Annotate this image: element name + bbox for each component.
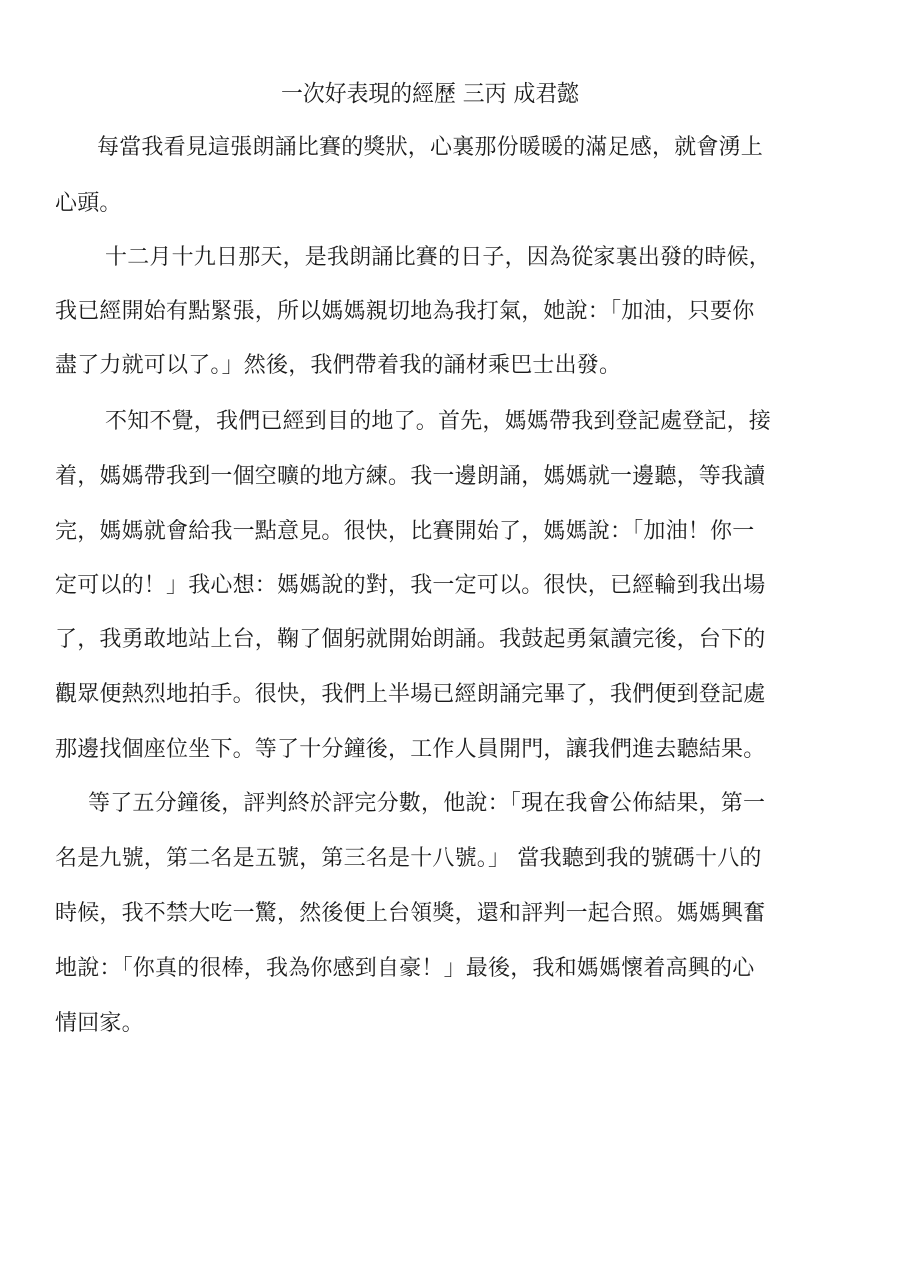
paragraph-3-line-3: 完，媽媽就會給我一點意見。很快，比賽開始了，媽媽說：「加油！你一 <box>55 519 755 544</box>
paragraph-4-line-5: 情回家。 <box>55 1011 144 1036</box>
paragraph-1-line-1: 每當我看見這張朗誦比賽的獎狀，心裏那份暖暖的滿足感，就會湧上 <box>97 135 764 160</box>
paragraph-4-line-3: 時候，我不禁大吃一驚，然後便上台領獎，還和評判一起合照。媽媽興奮 <box>55 901 766 926</box>
paragraph-3-line-1: 不知不覺，我們已經到目的地了。首先，媽媽帶我到登記處登記，接 <box>105 409 772 434</box>
paragraph-2-line-3: 盡了力就可以了。」然後，我們帶着我的誦材乘巴士出發。 <box>55 353 622 378</box>
paragraph-4-line-4: 地說：「你真的很棒，我為你感到自豪！」最後，我和媽媽懷着高興的心 <box>55 956 755 981</box>
paragraph-3-line-4: 定可以的！」我心想：媽媽說的對，我一定可以。很快，已經輪到我出場 <box>55 573 766 598</box>
paragraph-3-line-7: 那邊找個座位坐下。等了十分鐘後，工作人員開門，讓我們進去聽結果。 <box>55 737 766 762</box>
paragraph-3-line-2: 着，媽媽帶我到一個空曠的地方練。我一邊朗誦，媽媽就一邊聽，等我讀 <box>55 464 766 489</box>
paragraph-4-line-2: 名是九號，第二名是五號，第三名是十八號。」 當我聽到我的號碼十八的 <box>55 846 762 871</box>
paragraph-4-line-1: 等了五分鐘後，評判終於評完分數，他說：「現在我會公佈結果，第一 <box>88 791 766 816</box>
paragraph-3-line-5: 了，我勇敢地站上台，鞠了個躬就開始朗誦。我鼓起勇氣讀完後，台下的 <box>55 627 766 652</box>
paragraph-2-line-1: 十二月十九日那天，是我朗誦比賽的日子，因為從家裏出發的時候， <box>105 245 772 270</box>
document-title: 一次好表現的經歷 三丙 成君懿 <box>280 81 580 107</box>
paragraph-3-line-6: 觀眾便熱烈地拍手。很快，我們上半場已經朗誦完畢了，我們便到登記處 <box>55 682 766 707</box>
paragraph-1-line-2: 心頭。 <box>55 191 122 216</box>
paragraph-2-line-2: 我已經開始有點緊張，所以媽媽親切地為我打氣，她說：「加油，只要你 <box>55 299 755 324</box>
